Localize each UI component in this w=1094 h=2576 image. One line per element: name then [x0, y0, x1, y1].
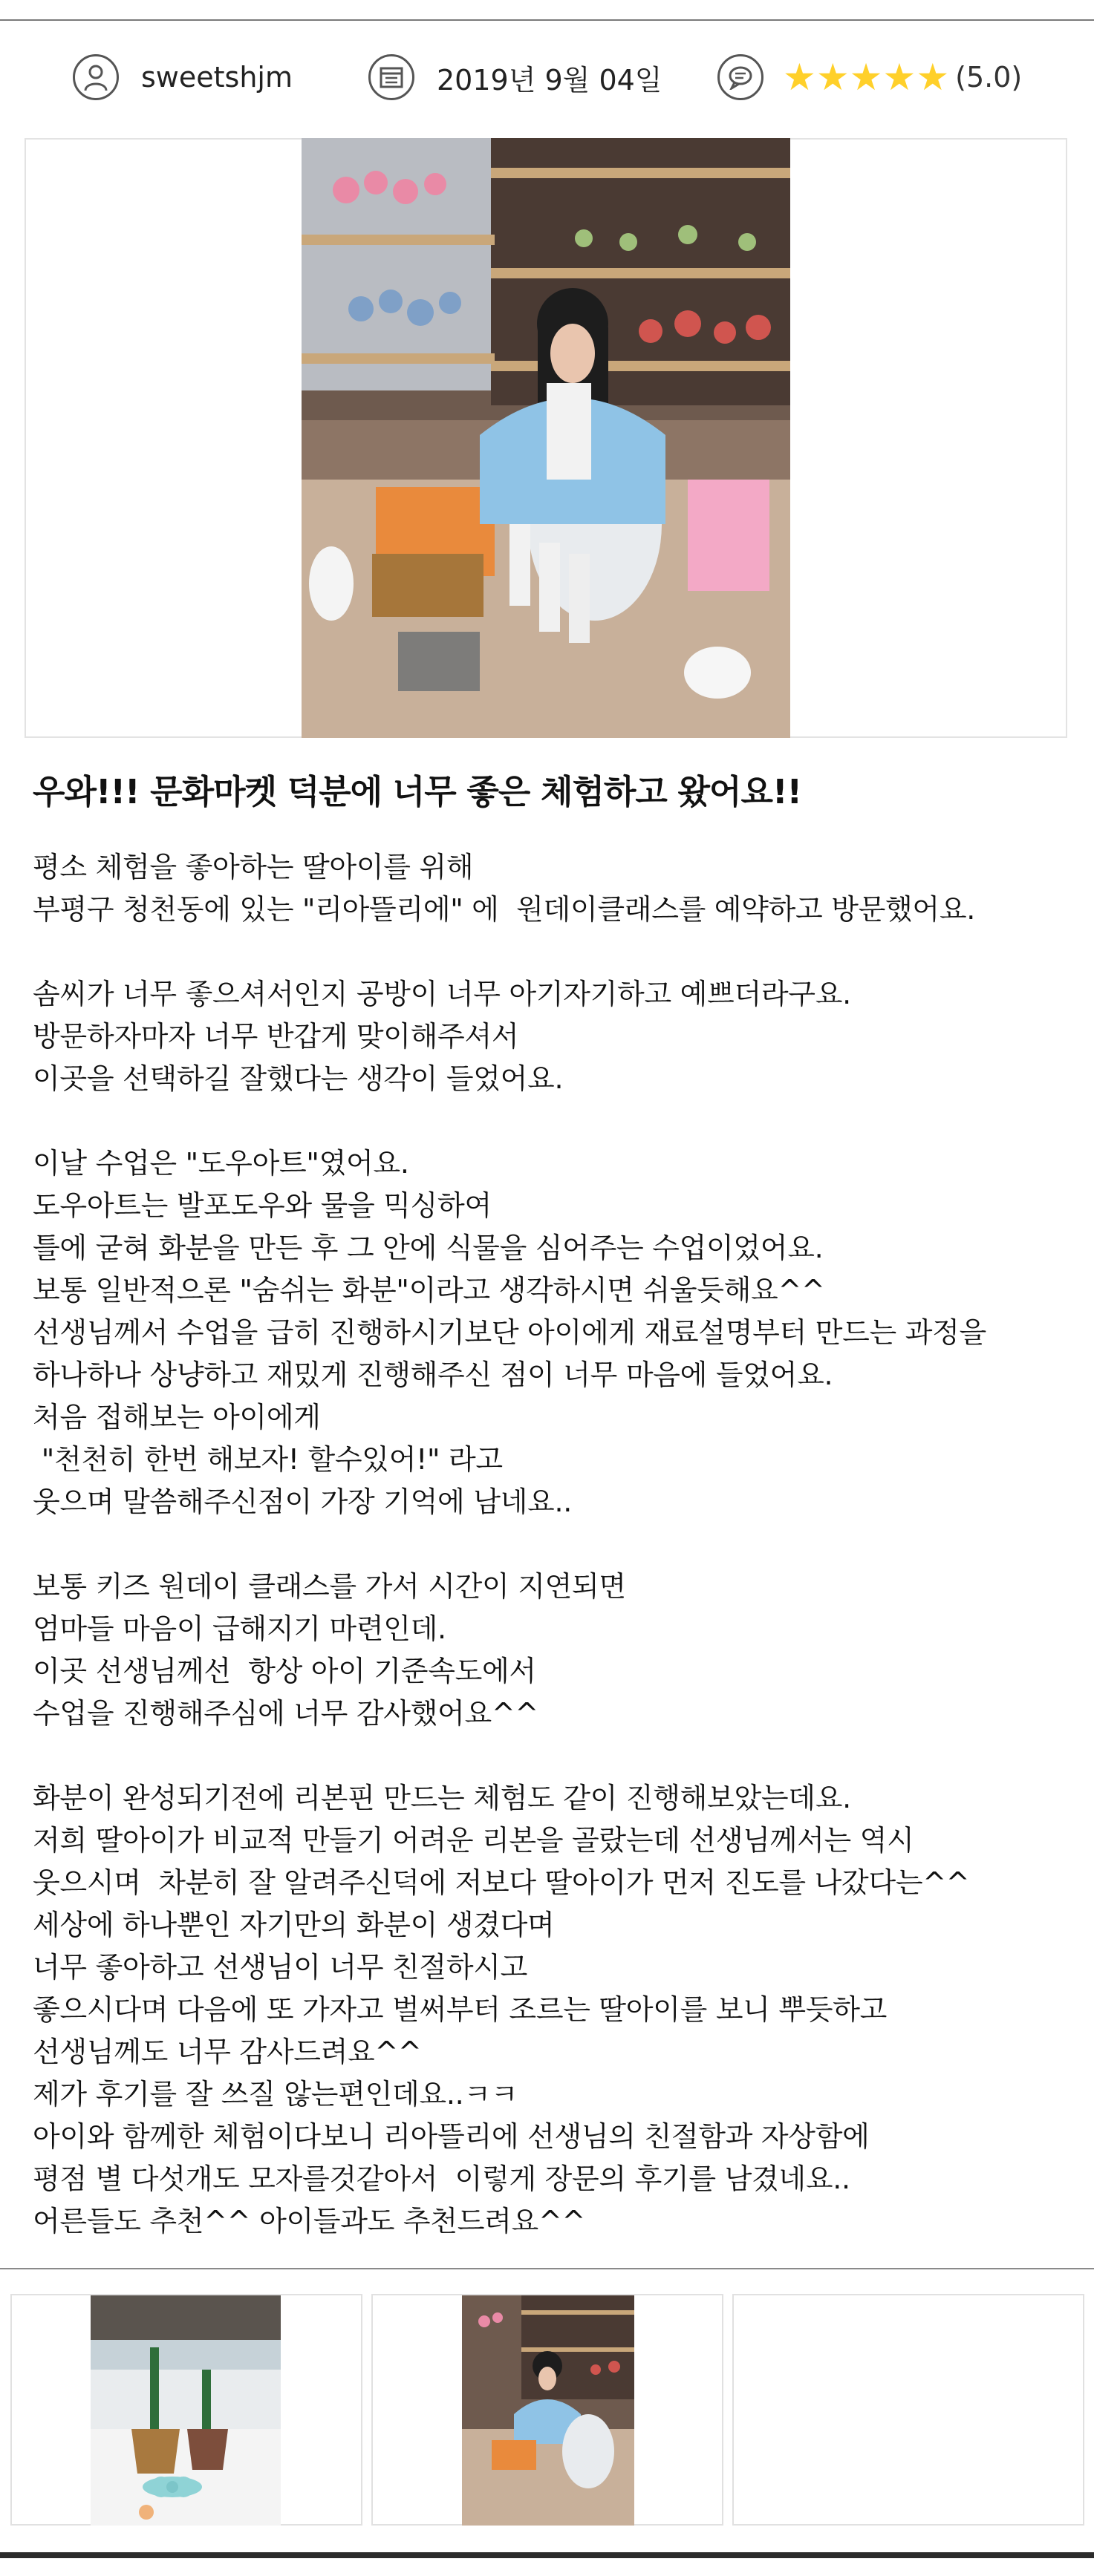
calendar-icon: [368, 54, 414, 100]
review-meta-bar: [0, 46, 1094, 108]
text-line: 저희 딸아이가 비교적 만들기 어려운 리본을 골랐는데 선생님께서는 역시: [33, 1824, 914, 1857]
text-line: 웃으시며 차분히 잘 알려주신덕에 저보다 딸아이가 먼저 진도를 나갔다는^^: [33, 1866, 970, 1899]
text-line: 세상에 하나뿐인 자기만의 화분이 생겼다며: [33, 1909, 555, 1941]
thumbnail-workshop[interactable]: [462, 2295, 634, 2526]
text-line: 이날 수업은 "도우아트"였어요.: [33, 1147, 409, 1180]
paragraph: [33, 1777, 1072, 2243]
review-title: 우와!!! 문화마켓 덕분에 너무 좋은 체험하고 왔어요!!: [33, 772, 802, 811]
star-rating: [783, 56, 950, 99]
paragraph: [33, 973, 1072, 1100]
main-review-photo[interactable]: [302, 138, 790, 738]
rating-score: (5.0): [955, 61, 1023, 94]
text-line: 처음 접해보는 아이에게: [33, 1401, 321, 1434]
paragraph: [33, 846, 1072, 931]
paragraph: [33, 1142, 1072, 1523]
star-icon: ★: [783, 56, 816, 99]
text-line: 평점 별 다섯개도 모자를것같아서 이렇게 장문의 후기를 남겼네요..: [33, 2163, 850, 2195]
star-icon: ★: [849, 56, 883, 99]
text-line: 부평구 청천동에 있는 "리아뜰리에" 에 원데이클래스를 예약하고 방문했어요.: [33, 893, 976, 926]
text-line: 평소 체험을 좋아하는 딸아이를 위해: [33, 851, 474, 883]
text-line: 화분이 완성되기전에 리본핀 만드는 체험도 같이 진행해보았는데요.: [33, 1782, 851, 1814]
text-line: 좋으시다며 다음에 또 가자고 벌써부터 조르는 딸아이를 보니 뿌듯하고: [33, 1993, 888, 2026]
rating: [717, 46, 1022, 108]
bottom-bar: [0, 2552, 1094, 2558]
top-divider: [0, 19, 1094, 21]
text-line: "천천히 한번 해보자! 할수있어!" 라고: [33, 1443, 503, 1476]
star-icon: ★: [882, 56, 916, 99]
user-icon: [73, 54, 119, 100]
section-divider: [0, 2268, 1094, 2269]
text-line: 도우아트는 발포도우와 물을 믹싱하여: [33, 1189, 492, 1222]
text-line: 선생님께서 수업을 급히 진행하시기보단 아이에게 재료설명부터 만드는 과정을: [33, 1316, 986, 1349]
star-icon: ★: [916, 56, 950, 99]
text-line: 이곳 선생님께선 항상 아이 기준속도에서: [33, 1655, 536, 1687]
thumbnail-slot-3[interactable]: [732, 2294, 1084, 2526]
text-line: 하나하나 상냥하고 재밌게 진행해주신 점이 너무 마음에 들었어요.: [33, 1359, 833, 1391]
text-line: 보통 일반적으론 "숨쉬는 화분"이라고 생각하시면 쉬울듯해요^^: [33, 1274, 825, 1307]
author: [73, 46, 293, 108]
review-date: [368, 46, 662, 108]
text-line: 선생님께도 너무 감사드려요^^: [33, 2036, 422, 2068]
comment-icon: [717, 54, 763, 100]
text-line: 이곳을 선택하길 잘했다는 생각이 들었어요.: [33, 1062, 564, 1095]
text-line: 보통 키즈 원데이 클래스를 가서 시간이 지연되면: [33, 1570, 626, 1603]
text-line: 틀에 굳혀 화분을 만든 후 그 안에 식물을 심어주는 수업이었어요.: [33, 1232, 824, 1264]
text-line: 제가 후기를 잘 쓰질 않는편인데요..ㅋㅋ: [33, 2078, 518, 2111]
text-line: 엄마들 마음이 급해지기 마련인데.: [33, 1612, 446, 1645]
text-line: 방문하자마자 너무 반갑게 맞이해주셔서: [33, 1020, 519, 1053]
text-line: 어른들도 추천^^ 아이들과도 추천드려요^^: [33, 2205, 586, 2237]
review-body: [33, 846, 1072, 2285]
star-icon: ★: [815, 56, 850, 99]
text-line: 웃으며 말씀해주신점이 가장 기억에 남네요..: [33, 1485, 573, 1518]
text-line: 아이와 함께한 체험이다보니 리아뜰리에 선생님의 친절함과 자상함에: [33, 2120, 870, 2153]
date-text: 2019년 9월 04일: [437, 63, 662, 97]
thumbnail-plant-pots[interactable]: [91, 2295, 281, 2526]
text-line: 솜씨가 너무 좋으셔서인지 공방이 너무 아기자기하고 예쁘더라구요.: [33, 978, 851, 1010]
text-line: 너무 좋아하고 선생님이 너무 친절하시고: [33, 1951, 528, 1984]
text-line: 수업을 진행해주심에 너무 감사했어요^^: [33, 1697, 538, 1730]
paragraph: [33, 1566, 1072, 1735]
author-name[interactable]: sweetshjm: [141, 61, 293, 94]
